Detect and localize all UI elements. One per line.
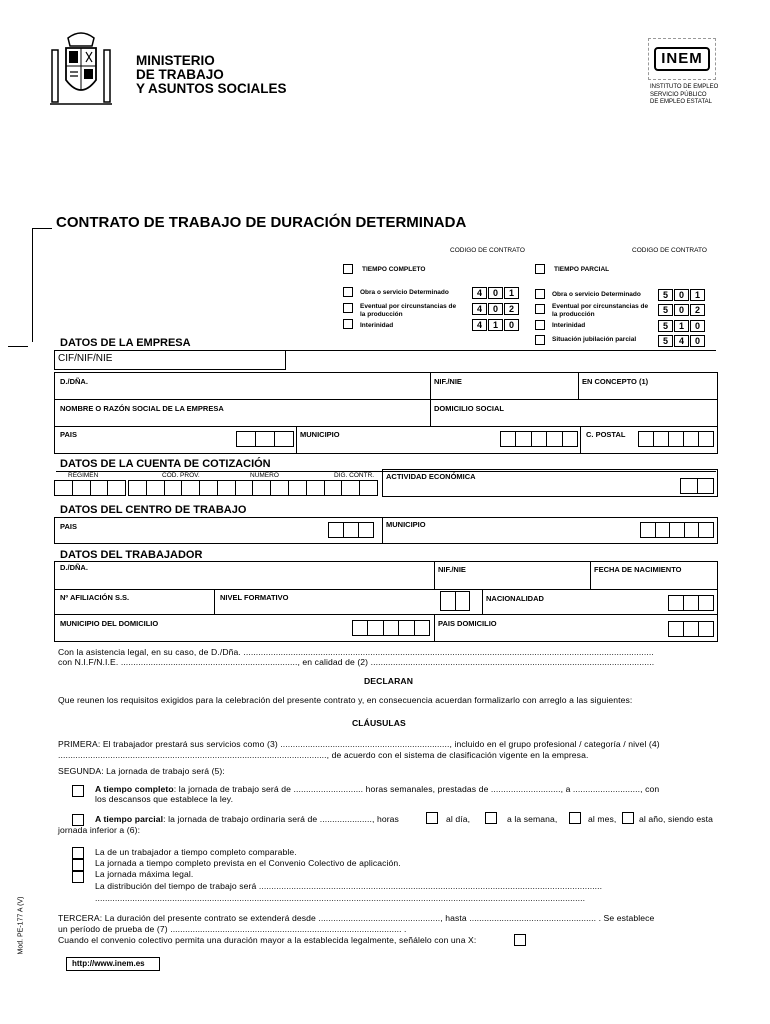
dig-contr-label: DIG. CONTR. — [334, 472, 375, 479]
inem-subtitle-3: DE EMPLEO ESTATAL — [650, 99, 713, 105]
inem-subtitle-1: INSTITUTO DE EMPLEO — [650, 84, 719, 90]
al-mes-checkbox[interactable] — [569, 812, 581, 824]
pt-obra-label: Obra o servicio Determinado — [552, 291, 641, 298]
coat-of-arms-icon — [48, 30, 114, 110]
cod-prov-label: COD. PROV. — [162, 472, 200, 479]
trabajador-col-divider — [482, 589, 483, 614]
empresa-section-title: DATOS DE LA EMPRESA — [60, 337, 191, 349]
al-ano-label: al año, siendo esta — [639, 814, 714, 824]
al-dia-checkbox[interactable] — [426, 812, 438, 824]
trabajador-municipio-label: MUNICIPIO DEL DOMICILIO — [60, 619, 159, 628]
code-label-right: CODIGO DE CONTRATO — [632, 247, 707, 254]
fc-eventual-code — [472, 303, 520, 315]
code-digit: 5 — [658, 335, 673, 347]
code-digit: 0 — [504, 319, 519, 331]
trabajador-dona-label: D./DÑA. — [60, 563, 88, 572]
jornada-completo-checkbox[interactable] — [72, 785, 84, 797]
opt-convenio-label: La jornada a tiempo completo prevista en el Convenio Colectivo de aplicación. — [95, 858, 401, 868]
distribucion-line-2: ..................................................................................................................................................................................................... — [95, 893, 586, 903]
al-ano-checkbox[interactable] — [622, 812, 634, 824]
tercera-line-1: TERCERA: La duración del presente contrato se extenderá desde ................................................., hasta ................................................... . Se establece — [58, 913, 655, 923]
tiempo-parcial-label: TIEMPO PARCIAL — [554, 266, 610, 273]
fc-interinidad-code — [472, 319, 520, 331]
pt-eventual-label: Eventual por circunstancias de la producción — [552, 303, 649, 318]
empresa-nif-label: NIF./NIE — [434, 377, 462, 386]
pt-jubilacion-checkbox[interactable] — [535, 335, 545, 345]
website-link[interactable]: http://www.inem.es — [72, 959, 145, 968]
centro-pais-cells[interactable] — [328, 522, 374, 538]
fc-obra-code — [472, 287, 520, 299]
trabajador-col-divider — [590, 561, 591, 589]
code-digit: 2 — [504, 303, 519, 315]
code-digit: 0 — [674, 304, 689, 316]
pt-interinidad-checkbox[interactable] — [535, 320, 545, 330]
empresa-municipio-label: MUNICIPIO — [300, 430, 340, 439]
trabajador-nivel-cells[interactable] — [440, 591, 470, 611]
al-dia-label: al día, — [446, 814, 471, 824]
title-bracket-top — [32, 228, 52, 229]
primera-line-2: ............................................................................................................, de acuerdo con el sistema de clasificación vigente en la empresa. — [58, 750, 589, 760]
code-digit: 0 — [488, 303, 503, 315]
cotizacion-regimen-cells[interactable] — [54, 480, 126, 496]
centro-col-divider — [382, 517, 383, 544]
empresa-pais-label: PAIS — [60, 430, 77, 439]
model-code: Mod. PE-177 A (V) — [17, 896, 25, 955]
code-digit: 4 — [472, 319, 487, 331]
document-title: CONTRATO DE TRABAJO DE DURACIÓN DETERMINADA — [56, 214, 467, 231]
pt-obra-code — [658, 289, 706, 301]
trabajador-municipio-cells[interactable] — [352, 620, 430, 636]
ministry-name-line3: Y ASUNTOS SOCIALES — [136, 81, 287, 96]
jornada-parcial-bold: A tiempo parcial — [95, 814, 164, 824]
trabajador-pais-label: PAIS DOMICILIO — [438, 619, 497, 628]
fc-obra-checkbox[interactable] — [343, 287, 353, 297]
empresa-cpostal-label: C. POSTAL — [586, 430, 626, 439]
centro-municipio-label: MUNICIPIO — [386, 520, 426, 529]
code-label-left: CODIGO DE CONTRATO — [450, 247, 525, 254]
al-mes-label: al mes, — [588, 814, 617, 824]
trabajador-nacionalidad-label: NACIONALIDAD — [486, 594, 544, 603]
a-la-semana-label: a la semana, — [507, 814, 558, 824]
code-digit: 1 — [488, 319, 503, 331]
segunda-line: SEGUNDA: La jornada de trabajo será (5): — [58, 766, 225, 776]
opt-comparable-checkbox[interactable] — [72, 847, 84, 859]
reunen-paragraph: Que reunen los requisitos exigidos para la celebración del presente contrato y, en consecuencia acuerdan formalizarlo con arreglo a las siguientes: — [58, 695, 633, 705]
pt-eventual-checkbox[interactable] — [535, 304, 545, 314]
empresa-col-divider — [580, 426, 581, 454]
jornada-completo-line — [95, 784, 721, 794]
asistencia-line-2: con N.I.F/N.I.E. ......................................................................., en calidad de (2) .................................................................................................................. — [58, 657, 655, 667]
trabajador-col-divider — [434, 614, 435, 642]
tiempo-completo-checkbox[interactable] — [343, 264, 353, 274]
jornada-completo-line-2: los descansos que establece la ley. — [95, 794, 234, 804]
code-digit: 1 — [690, 289, 705, 301]
pt-eventual-code — [658, 304, 706, 316]
code-digit: 4 — [472, 303, 487, 315]
centro-pais-label: PAIS — [60, 522, 77, 531]
code-digit: 0 — [488, 287, 503, 299]
fc-obra-label: Obra o servicio Determinado — [360, 289, 449, 296]
cotizacion-section-title: DATOS DE LA CUENTA DE COTIZACIÓN — [60, 458, 271, 470]
asistencia-line-1: Con la asistencia legal, en su caso, de D./Dña. ..................................................................................................................................................................... — [58, 647, 654, 657]
empresa-row-divider-1 — [54, 399, 718, 400]
trabajador-section-title: DATOS DEL TRABAJADOR — [60, 549, 203, 561]
code-digit: 5 — [658, 304, 673, 316]
jornada-parcial-line — [95, 814, 399, 824]
trabajador-pais-cells[interactable] — [668, 621, 714, 637]
fc-eventual-checkbox[interactable] — [343, 303, 353, 313]
title-bracket-side — [32, 228, 33, 342]
empresa-col-divider — [296, 426, 297, 454]
clausulas-heading: CLÁUSULAS — [352, 718, 406, 728]
pt-jubilacion-label: Situación jubilación parcial — [552, 336, 637, 343]
pt-interinidad-code — [658, 320, 706, 332]
pt-interinidad-label: Interinidad — [552, 322, 586, 329]
code-digit: 2 — [690, 304, 705, 316]
tercera-line-3: Cuando el convenio colectivo permita una duración mayor a la establecida legalmente, señálelo con una X: — [58, 935, 477, 945]
trabajador-nivel-label: NIVEL FORMATIVO — [220, 593, 289, 602]
jornada-parcial-line-2: jornada inferior a (6): — [58, 825, 141, 835]
code-digit: 5 — [658, 320, 673, 332]
empresa-col-divider — [578, 372, 579, 399]
inem-logo-icon — [648, 38, 716, 80]
pt-jubilacion-code — [658, 335, 706, 347]
trabajador-nif-label: NIF./NIE — [438, 565, 466, 574]
empresa-pais-cells[interactable] — [236, 431, 294, 447]
empresa-cpostal-cells[interactable] — [638, 431, 714, 447]
code-digit: 1 — [674, 320, 689, 332]
centro-section-title: DATOS DEL CENTRO DE TRABAJO — [60, 504, 247, 516]
left-fold-mark — [8, 346, 28, 347]
regimen-label: RÉGIMEN — [68, 472, 99, 479]
fc-eventual-label: Eventual por circunstancias de la producción — [360, 303, 457, 318]
jornada-completo-bold: A tiempo completo — [95, 784, 174, 794]
code-digit: 1 — [504, 287, 519, 299]
opt-maxima-checkbox[interactable] — [72, 871, 84, 883]
primera-line-1: PRIMERA: El trabajador prestará sus servicios como (3) ...................................................................., incluido en el grupo profesional / categoría / nivel (4) — [58, 739, 660, 749]
tiempo-completo-label: TIEMPO COMPLETO — [362, 266, 426, 273]
distribucion-line-1: La distribución del tiempo de trabajo será .......................................................................................................................................... — [95, 881, 603, 891]
declaran-heading: DECLARAN — [364, 676, 414, 686]
ministry-name-line1: MINISTERIO — [136, 53, 215, 68]
opt-convenio-checkbox[interactable] — [72, 859, 84, 871]
empresa-dona-label: D./DÑA. — [60, 377, 88, 386]
ministry-name-line2: DE TRABAJO — [136, 67, 224, 82]
opt-comparable-label: La de un trabajador a tiempo completo comparable. — [95, 847, 297, 857]
fc-interinidad-label: Interinidad — [360, 322, 394, 329]
trabajador-row-divider-1 — [54, 589, 718, 590]
actividad-label: ACTIVIDAD ECONÓMICA — [386, 472, 476, 481]
actividad-cells[interactable] — [680, 478, 714, 494]
empresa-row-divider-2 — [54, 426, 718, 427]
convenio-duracion-checkbox[interactable] — [514, 934, 526, 946]
pt-obra-checkbox[interactable] — [535, 289, 545, 299]
trabajador-afiliacion-label: Nº AFILIACIÓN S.S. — [60, 593, 130, 602]
trabajador-fecha-label: FECHA DE NACIMIENTO — [594, 565, 682, 574]
centro-municipio-cells[interactable] — [640, 522, 714, 538]
tercera-line-2: un período de prueba de (7) ............................................................................................. . — [58, 924, 407, 934]
cotizacion-numero-cells[interactable] — [128, 480, 378, 496]
empresa-nombre-label: NOMBRE O RAZÓN SOCIAL DE LA EMPRESA — [60, 404, 224, 413]
jornada-completo-rest: : la jornada de trabajo será de ............................ horas semanales, prestadas de ............................, a ..........................., con — [173, 784, 660, 794]
code-digit: 0 — [674, 289, 689, 301]
inem-logo-text: INEM — [654, 47, 710, 71]
empresa-concepto-label: EN CONCEPTO (1) — [582, 377, 649, 386]
inem-subtitle-2: SERVICIO PÚBLICO — [650, 91, 707, 98]
cif-label: CIF/NIF/NIE — [58, 353, 113, 364]
code-digit: 4 — [674, 335, 689, 347]
code-digit: 0 — [690, 320, 705, 332]
opt-maxima-label: La jornada máxima legal. — [95, 869, 194, 879]
numero-label: NÚMERO — [250, 472, 279, 479]
trabajador-row-divider-2 — [54, 614, 718, 615]
tiempo-parcial-checkbox[interactable] — [535, 264, 545, 274]
empresa-municipio-cells[interactable] — [500, 431, 578, 447]
code-digit: 4 — [472, 287, 487, 299]
jornada-parcial-rest: : la jornada de trabajo ordinaria será de ....................., horas — [163, 814, 399, 824]
trabajador-nacionalidad-cells[interactable] — [668, 595, 714, 611]
fc-interinidad-checkbox[interactable] — [343, 319, 353, 329]
empresa-domicilio-label: DOMICILIO SOCIAL — [434, 404, 504, 413]
code-digit: 5 — [658, 289, 673, 301]
trabajador-col-divider — [434, 561, 435, 589]
code-digit: 0 — [690, 335, 705, 347]
trabajador-col-divider — [214, 589, 215, 614]
empresa-col-divider — [430, 372, 431, 427]
a-la-semana-checkbox[interactable] — [485, 812, 497, 824]
